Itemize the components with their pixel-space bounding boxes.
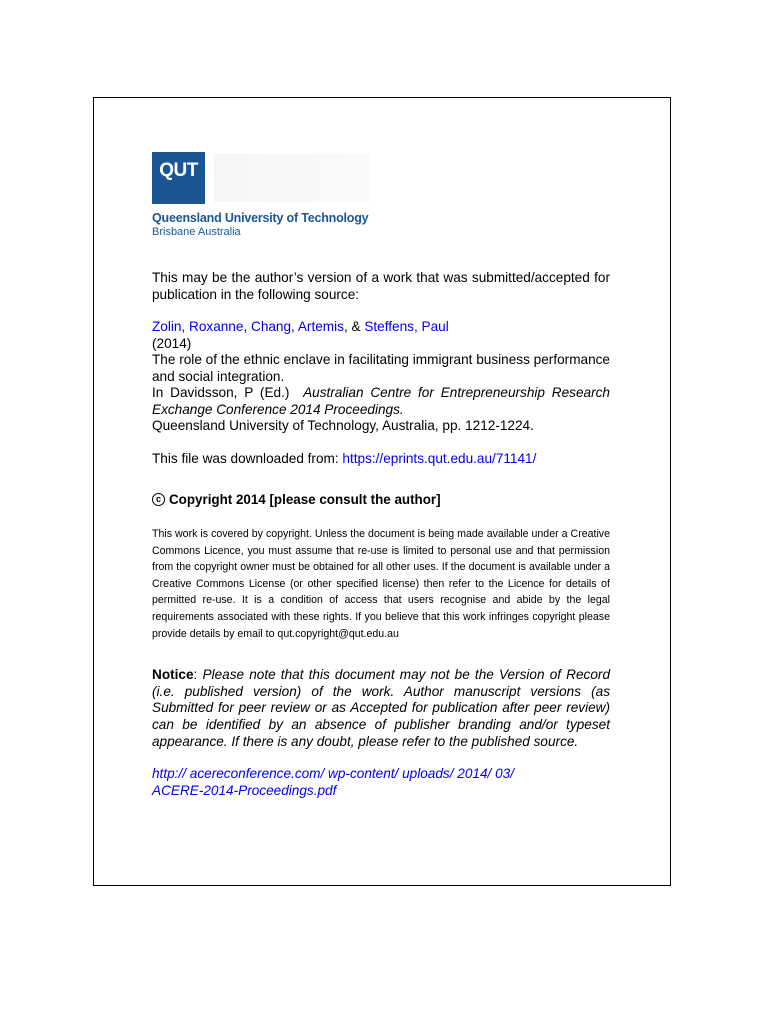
editor-prefix: In Davidsson, P (Ed.) — [152, 385, 290, 400]
editor-proceedings — [152, 385, 610, 418]
publication-year: (2014) — [152, 335, 192, 351]
author-list — [152, 319, 610, 336]
author-separator: , & — [343, 319, 365, 334]
source-url-link[interactable] — [152, 766, 610, 799]
proceedings-title: Australian Centre for Entrepreneurship Research Exchange Conference 2014 Proceedings. — [152, 385, 610, 417]
qut-logo-mark — [152, 152, 205, 204]
notice-label: Notice — [152, 667, 194, 683]
copyright-text: Copyright 2014 [please consult the author] — [169, 492, 441, 507]
source-url-line-2[interactable]: ACERE-2014-Proceedings.pdf — [152, 782, 337, 798]
source-url-line-1[interactable]: http:// acereconference.com/ wp-content/ uploads/ 2014/ 03/ — [152, 766, 514, 782]
license-text: This work is covered by copyright. Unless the document is being made available under a Creative Commons Licence, you must assume that re-use is limited to personal use and that permission from the copyright owner must be obtained for all other uses. If the document is available under a Creative Commons License (or other specified license) then refer to the Licence for details of permitted re-use. It is a condition of access that users recognise and abide by the legal requirements associated with these rights. If you believe that this work infringes copyright please provide details by email to qut.copyright@qut.edu.au — [152, 528, 610, 640]
intro-text: This may be the author’s version of a work that was submitted/accepted for publication in the following source: — [152, 270, 610, 302]
qut-logo — [152, 152, 610, 204]
eprints-link[interactable]: https://eprints.qut.edu.au/71141/ — [342, 450, 537, 466]
author-link[interactable]: Steffens, Paul — [364, 319, 449, 334]
copyright-heading — [152, 491, 610, 508]
university-name: Queensland University of Technology — [152, 211, 369, 225]
qut-logo-text: QUT — [159, 160, 198, 181]
cover-page-content — [152, 152, 610, 799]
university-location: Brisbane Australia — [152, 226, 241, 238]
paper-title: The role of the ethnic enclave in facilitating immigrant business performance and social integration. — [152, 352, 610, 384]
download-line — [152, 451, 610, 468]
author-separator: , — [243, 319, 251, 334]
copyright-icon: c — [152, 493, 165, 506]
publisher-info: Queensland University of Technology, Australia, pp. 1212-1224. — [152, 418, 534, 433]
download-label: This file was downloaded from: — [152, 450, 339, 466]
notice-text: Please note that this document may not be the Version of Record (i.e. published version) of the work. Author manuscript versions (as Submitted for peer review or as Accepted for publication after peer review) can be identified by an absence of publisher branding and/or typeset appearance. If there is any doubt, please refer to the published source. — [152, 667, 610, 749]
author-link[interactable]: Zolin, Roxanne — [152, 319, 244, 334]
notice-paragraph: Notice: Please note that this document may not be the Version of Record (i.e. published version) of the work. Author manuscript versions (as Submitted for peer review or as Accepted for publication after peer review) can be identified by an absence of publisher branding and/or typeset appearance. If there is any doubt, please refer to the published source. — [152, 667, 610, 749]
logo-watermark — [214, 154, 370, 202]
author-link[interactable]: Chang, Artemis — [251, 319, 344, 334]
